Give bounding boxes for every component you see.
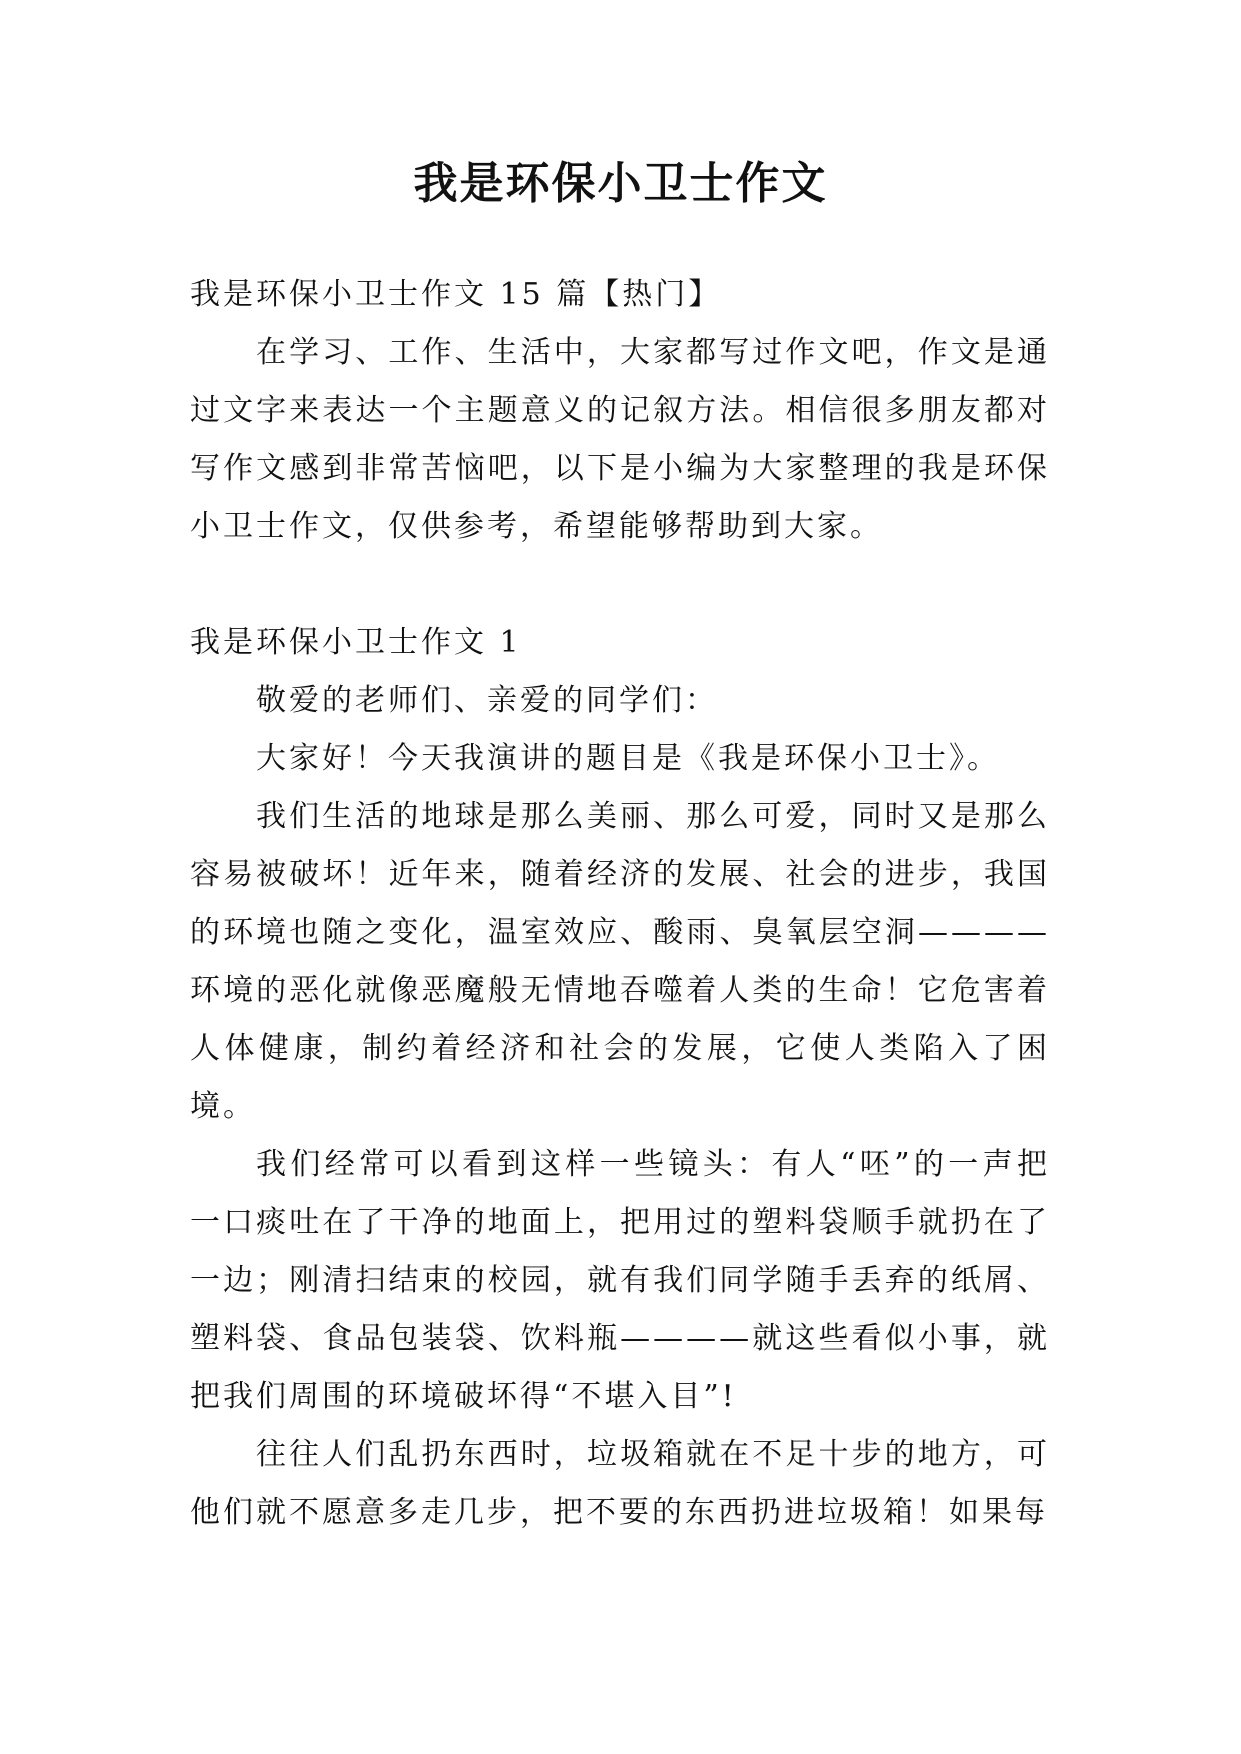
essay-paragraph: 往往人们乱扔东西时，垃圾箱就在不足十步的地方，可他们就不愿意多走几步，把不要的东西扔进垃圾箱！如果每 — [190, 1437, 1050, 1530]
essay-paragraph: 敬爱的老师们、亲爱的同学们： — [256, 683, 718, 718]
document-body — [190, 266, 1050, 1542]
document-title: 我是环保小卫士作文 — [413, 158, 828, 209]
intro-heading: 我是环保小卫士作文 15 篇【热门】 — [190, 277, 722, 312]
essay-paragraph: 我们经常可以看到这样一些镜头：有人“呸”的一声把一口痰吐在了干净的地面上，把用过的塑料袋顺手就扔在了一边；刚清扫结束的校园，就有我们同学随手丢弃的纸屑、塑料袋、食品包装袋、饮料瓶————就这些看似小事，就把我们周围的环境破坏得“不堪入目”! — [190, 1147, 1050, 1414]
essay-paragraph: 大家好！今天我演讲的题目是《我是环保小卫士》。 — [256, 741, 1000, 776]
intro-paragraph: 在学习、工作、生活中，大家都写过作文吧，作文是通过文字来表达一个主题意义的记叙方法。相信很多朋友都对写作文感到非常苦恼吧，以下是小编为大家整理的我是环保小卫士作文，仅供参考，希望能够帮助到大家。 — [190, 335, 1050, 544]
essay-heading: 我是环保小卫士作文 1 — [190, 625, 522, 660]
essay-paragraph: 我们生活的地球是那么美丽、那么可爱，同时又是那么容易被破坏！近年来，随着经济的发展、社会的进步，我国的环境也随之变化，温室效应、酸雨、臭氧层空洞————环境的恶化就像恶魔般无情地吞噬着人类的生命！它危害着人体健康，制约着经济和社会的发展，它使人类陷入了困境。 — [190, 799, 1050, 1124]
section-spacer — [190, 556, 1050, 614]
